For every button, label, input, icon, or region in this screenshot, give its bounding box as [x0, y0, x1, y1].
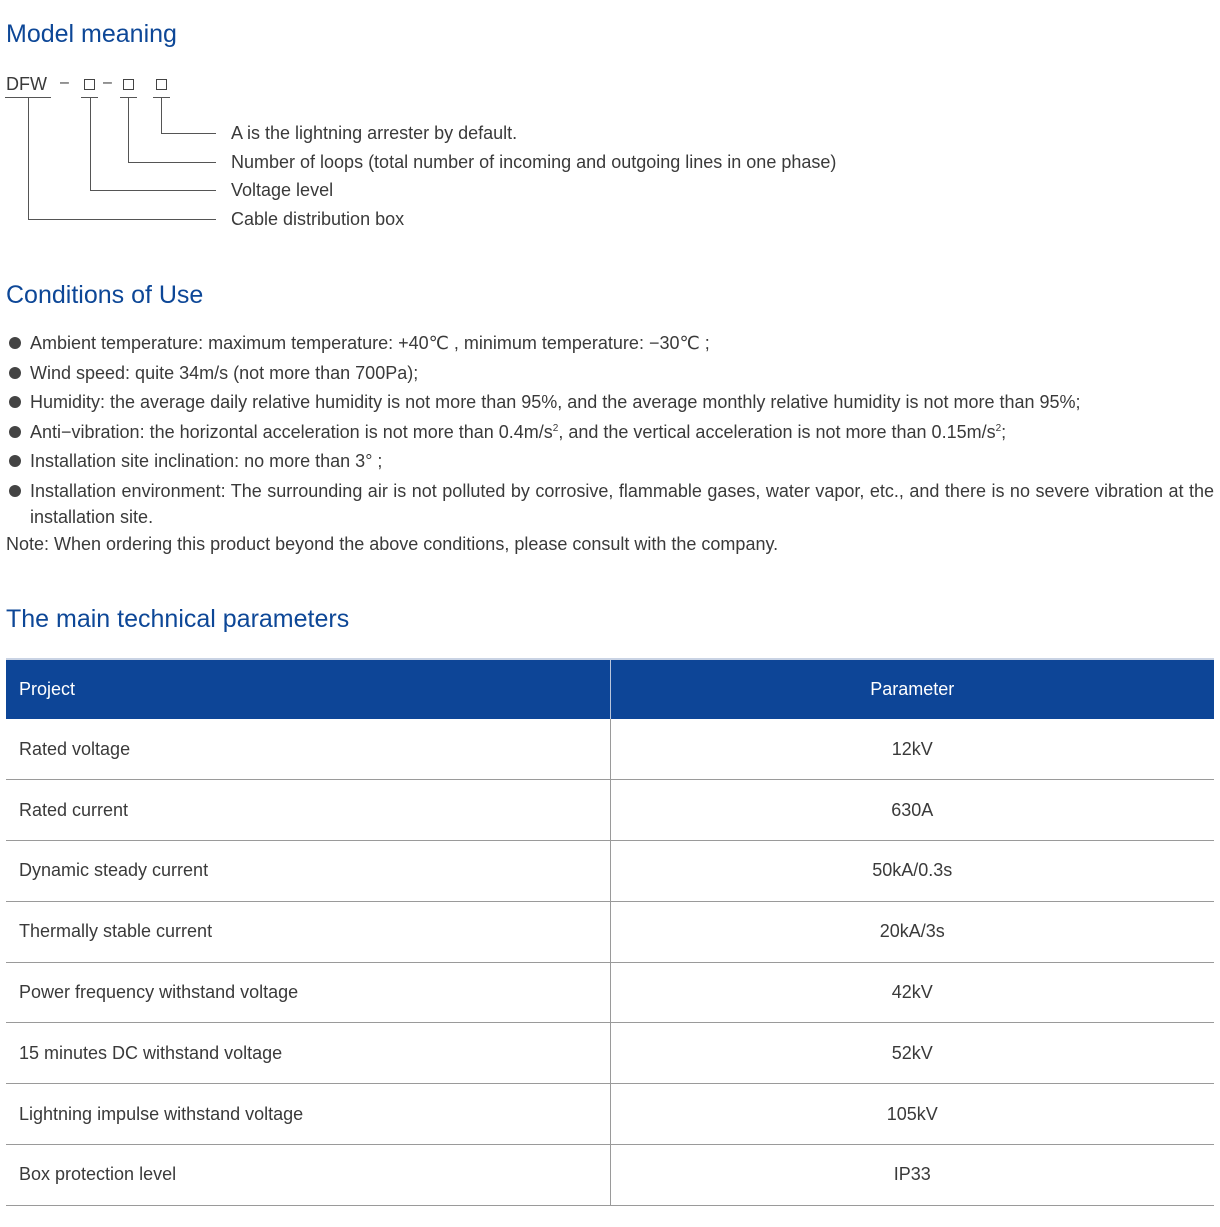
project-cell: 15 minutes DC withstand voltage — [6, 1023, 610, 1084]
table-row — [6, 719, 1214, 780]
table-row — [6, 1145, 1214, 1206]
list-item — [6, 448, 1214, 474]
connector-line — [161, 97, 162, 133]
project-cell: Power frequency withstand voltage — [6, 962, 610, 1023]
list-item — [6, 478, 1214, 530]
superscript: 2 — [552, 422, 559, 434]
condition-text: Wind speed: quite 34m/s (not more than 700Pa); — [30, 362, 419, 383]
parameter-cell: 52kV — [610, 1023, 1214, 1084]
table-row — [6, 1023, 1214, 1084]
bullet-icon — [9, 337, 21, 349]
header-parameter: Parameter — [610, 659, 1214, 719]
connector-line — [28, 97, 29, 219]
project-cell: Dynamic steady current — [6, 841, 610, 902]
bullet-icon — [9, 396, 21, 408]
label-cable-box: Cable distribution box — [231, 209, 405, 229]
list-item — [6, 389, 1214, 415]
connector-line — [161, 133, 216, 134]
placeholder-box-loops — [123, 79, 134, 90]
list-item — [6, 360, 1214, 386]
condition-text: , and the vertical acceleration is not more than 0.15m/s — [558, 421, 996, 442]
bullet-icon — [9, 426, 21, 438]
parameter-cell: IP33 — [610, 1145, 1214, 1206]
project-cell: Rated voltage — [6, 719, 610, 780]
table-row — [6, 780, 1214, 841]
table-row — [6, 901, 1214, 962]
connector-line — [90, 97, 91, 190]
label-loops: Number of loops (total number of incoming and outgoing lines in one phase) — [231, 152, 837, 172]
parameter-cell: 20kA/3s — [610, 901, 1214, 962]
list-item — [6, 330, 1214, 356]
project-cell: Box protection level — [6, 1145, 610, 1206]
parameter-cell: 630A — [610, 780, 1214, 841]
parameter-cell: 105kV — [610, 1084, 1214, 1145]
connector-line — [90, 190, 216, 191]
model-diagram — [0, 70, 1000, 240]
project-cell: Lightning impulse withstand voltage — [6, 1084, 610, 1145]
parameter-cell: 42kV — [610, 962, 1214, 1023]
bullet-icon — [9, 367, 21, 379]
table-row — [6, 1084, 1214, 1145]
conditions-title: Conditions of Use — [6, 281, 204, 309]
bullet-icon — [9, 455, 21, 467]
list-item — [6, 419, 1214, 445]
parameters-table — [6, 658, 1214, 1206]
condition-text: Installation environment: The surrounding air is not polluted by corrosive, flammable gases, water vapor, etc., and there is no severe vibration at the installation site. — [30, 480, 1214, 527]
parameters-title: The main technical parameters — [6, 605, 350, 633]
placeholder-box-arrester — [156, 79, 167, 90]
parameter-cell: 50kA/0.3s — [610, 841, 1214, 902]
separator: – — [103, 74, 112, 91]
parameter-cell: 12kV — [610, 719, 1214, 780]
table-row — [6, 841, 1214, 902]
table-row — [6, 962, 1214, 1023]
condition-text: Ambient temperature: maximum temperature: +40℃ , minimum temperature: −30℃ ; — [30, 333, 710, 353]
condition-text: ; — [1001, 421, 1007, 442]
condition-text: Humidity: the average daily relative humidity is not more than 95%, and the average monthly relative humidity is not more than 95%; — [30, 392, 1081, 412]
label-arrester: A is the lightning arrester by default. — [231, 123, 518, 143]
condition-text: Installation site inclination: no more than 3° ; — [30, 451, 383, 471]
conditions-list — [6, 330, 1214, 533]
model-code: DFW — [6, 74, 47, 94]
header-project: Project — [6, 659, 610, 719]
model-meaning-title: Model meaning — [6, 20, 177, 48]
project-cell: Thermally stable current — [6, 901, 610, 962]
condition-text: Anti−vibration: the horizontal acceleration is not more than 0.4m/s — [30, 421, 553, 442]
placeholder-box-voltage — [84, 79, 95, 90]
table-header-row — [6, 659, 1214, 719]
project-cell: Rated current — [6, 780, 610, 841]
connector-line — [128, 162, 216, 163]
bullet-icon — [9, 485, 21, 497]
separator: – — [60, 74, 69, 91]
label-voltage-level: Voltage level — [231, 180, 334, 200]
connector-line — [28, 219, 216, 220]
superscript: 2 — [995, 422, 1002, 434]
connector-line — [128, 97, 129, 162]
ordering-note: Note: When ordering this product beyond the above conditions, please consult with the company. — [6, 534, 779, 554]
